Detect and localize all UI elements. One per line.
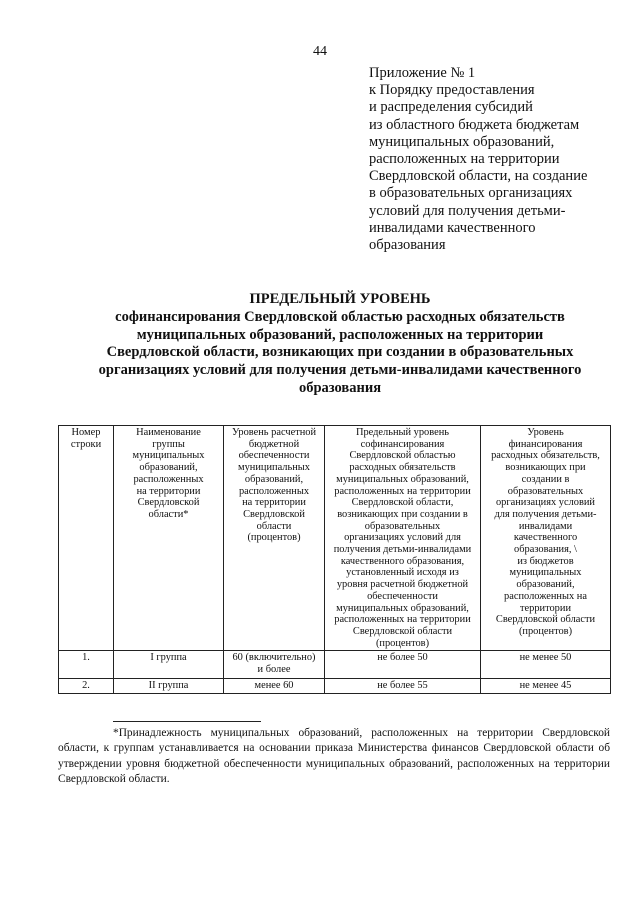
header-row-number: Номер строки — [59, 426, 114, 651]
table-row — [59, 678, 611, 694]
page-number: 44 — [313, 44, 327, 59]
header-budget-level: Уровень расчетной бюджетной обеспеченности муниципальных образований, расположенных на территории Свердловской области (процентов) — [224, 426, 325, 651]
title-line: образования — [298, 379, 382, 396]
appendix-line: Свердловской области, на создание — [369, 168, 588, 185]
appendix-line: муниципальных образований, — [369, 133, 555, 150]
footnote: *Принадлежность муниципальных образований, расположенных на территории Свердловской области, к группам устанавливается на основании приказа Министерства финансов Свердловской области об утверждении уровня бюджетной обеспеченности муниципальных образований, расположенных на территории Свердловской области. — [58, 727, 610, 785]
appendix-line: в образовательных организациях — [369, 185, 573, 202]
title-line: муниципальных образований, расположенных на территории — [136, 326, 544, 343]
appendix-line: образования — [369, 237, 446, 254]
header-local-financing: Уровень финансирования расходных обязательств, возникающих при создании в образовательных организациях условий для получения детьми- инвалидами качественного образования, \ из бюджетов муниципальных образований, расположенных на территории Свердловской области (процентов) — [481, 426, 611, 651]
min-local-financing: не менее 45 — [481, 678, 611, 694]
appendix-line: и распределения субсидий — [369, 99, 533, 116]
group-name: I группа — [114, 651, 224, 678]
budget-level: менее 60 — [224, 678, 325, 694]
appendix-line: расположенных на территории — [369, 151, 560, 168]
title-line: софинансирования Свердловской областью расходных обязательств — [115, 308, 565, 325]
title-line: организациях условий для получения детьми-инвалидами качественного — [98, 362, 582, 379]
row-number: 2. — [59, 678, 114, 694]
budget-level: 60 (включительно) и более — [224, 651, 325, 678]
row-number: 1. — [59, 651, 114, 678]
appendix-line: из областного бюджета бюджетам — [369, 116, 580, 133]
table-header-row — [59, 426, 611, 651]
header-max-cofinancing: Предельный уровень софинансирования Свердловской областью расходных обязательств муниципальных образований, расположенных на территории Свердловской области, возникающих при создании в образовательных организациях условий для получения детьми-инвалидами качественного образования, установленный исходя из уровня расчетной бюджетной обеспеченности муниципальных образований, расположенных на территории Свердловской области (процентов) — [325, 426, 481, 651]
table-row — [59, 651, 611, 678]
footnote-divider — [113, 721, 261, 722]
appendix-line: Приложение № 1 — [369, 65, 476, 81]
document-title — [80, 291, 600, 398]
min-local-financing: не менее 50 — [481, 651, 611, 678]
appendix-line: инвалидами качественного — [369, 219, 536, 236]
cofinancing-table — [58, 425, 611, 694]
appendix-line: условий для получения детьми- — [369, 202, 566, 219]
appendix-line: к Порядку предоставления — [369, 82, 535, 99]
title-line: Свердловской области, возникающих при создании в образовательных — [106, 344, 574, 361]
header-group-name: Наименование группы муниципальных образований, расположенных на территории Свердловской области* — [114, 426, 224, 651]
max-cofinancing: не более 55 — [325, 678, 481, 694]
appendix-heading — [369, 65, 629, 254]
title-line: ПРЕДЕЛЬНЫЙ УРОВЕНЬ — [249, 291, 431, 307]
group-name: II группа — [114, 678, 224, 694]
max-cofinancing: не более 50 — [325, 651, 481, 678]
